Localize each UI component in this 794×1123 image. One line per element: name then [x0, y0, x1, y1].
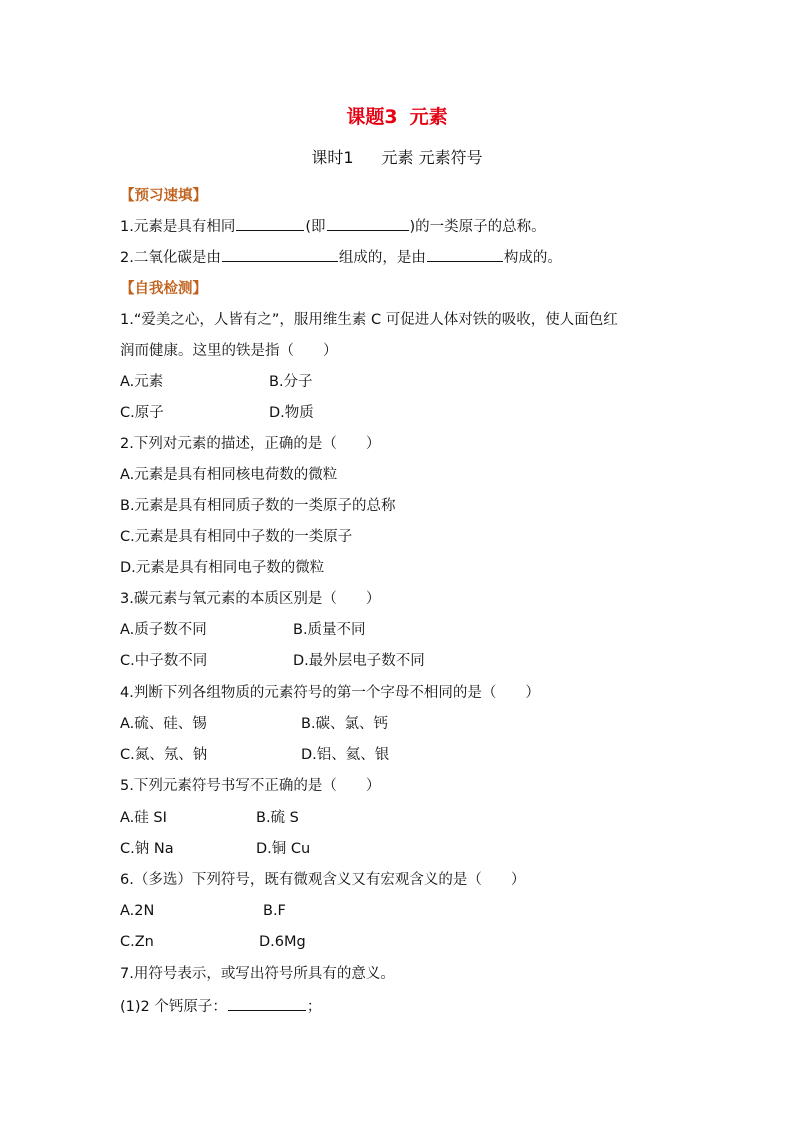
- answer-blank[interactable]: [222, 246, 338, 262]
- page-subtitle: [0, 146, 794, 170]
- subtitle-topic: 元素 元素符号: [381, 148, 483, 167]
- question-5-stem: 5.下列元素符号书写不正确的是（ ）: [120, 778, 381, 794]
- option-d[interactable]: D.铝、氦、银: [301, 747, 390, 763]
- option-b[interactable]: B.分子: [269, 374, 313, 390]
- section-heading-preview: 【预习速填】: [120, 188, 207, 204]
- option-a[interactable]: A.元素是具有相同核电荷数的微粒: [120, 467, 338, 483]
- question-3-options-row2: [120, 650, 425, 672]
- question-6-options-row1: [120, 900, 286, 922]
- option-a[interactable]: A.2N: [120, 903, 155, 919]
- option-c[interactable]: C.钠 Na: [120, 841, 174, 857]
- question-7-sub-1: (1)2 个钙原子： ；: [120, 995, 321, 1018]
- option-d[interactable]: D.物质: [269, 405, 314, 421]
- question-1-stem-line1: 1.“爱美之心，人皆有之”，服用维生素 C 可促进人体对铁的吸收，使人面色红: [120, 312, 618, 328]
- question-4-stem: 4.判断下列各组物质的元素符号的第一个字母不相同的是（ ）: [120, 685, 540, 701]
- question-3-stem: 3.碳元素与氧元素的本质区别是（ ）: [120, 591, 381, 607]
- option-b[interactable]: B.碳、氯、钙: [301, 716, 389, 732]
- option-c[interactable]: C.Zn: [120, 934, 154, 950]
- option-c[interactable]: C.氮、氖、钠: [120, 747, 208, 763]
- option-c[interactable]: C.元素是具有相同中子数的一类原子: [120, 529, 353, 545]
- section-heading-self-check: 【自我检测】: [120, 281, 207, 297]
- question-5-options-row2: [120, 838, 310, 860]
- option-b[interactable]: B.质量不同: [293, 622, 366, 638]
- subtitle-period: 课时1: [311, 148, 354, 167]
- page-title: [0, 104, 794, 130]
- question-4-options-row1: [120, 713, 388, 735]
- question-3-options-row1: [120, 619, 366, 641]
- question-1-stem-line2: 润而健康。这里的铁是指（ ）: [120, 343, 338, 359]
- fill-question-2: 2.二氧化碳是由 组成的，是由 构成的。: [120, 246, 562, 269]
- option-c[interactable]: C.中子数不同: [120, 653, 208, 669]
- answer-blank[interactable]: [236, 215, 304, 231]
- title-lesson-number: 课题3: [346, 106, 398, 128]
- question-1-options-row1: [120, 371, 313, 393]
- question-6-stem: 6.（多选）下列符号，既有微观含义又有宏观含义的是（ ）: [120, 872, 526, 888]
- option-a[interactable]: A.质子数不同: [120, 622, 207, 638]
- option-d[interactable]: D.铜 Cu: [256, 841, 311, 857]
- option-c[interactable]: C.原子: [120, 405, 164, 421]
- option-a[interactable]: A.元素: [120, 374, 164, 390]
- fill-question-1: 1.元素是具有相同 (即 )的一类原子的总称。: [120, 215, 546, 238]
- option-b[interactable]: B.元素是具有相同质子数的一类原子的总称: [120, 498, 396, 514]
- question-2-stem: 2.下列对元素的描述，正确的是（ ）: [120, 436, 381, 452]
- option-a[interactable]: A.硅 SI: [120, 810, 167, 826]
- answer-blank[interactable]: [228, 995, 306, 1011]
- option-b[interactable]: B.F: [263, 903, 286, 919]
- option-d[interactable]: D.6Mg: [259, 934, 306, 950]
- option-a[interactable]: A.硫、硅、锡: [120, 716, 207, 732]
- answer-blank[interactable]: [327, 215, 409, 231]
- option-b[interactable]: B.硫 S: [256, 810, 299, 826]
- question-7-stem: 7.用符号表示，或写出符号所具有的意义。: [120, 966, 395, 982]
- option-d[interactable]: D.元素是具有相同电子数的微粒: [120, 560, 325, 576]
- question-6-options-row2: [120, 931, 306, 953]
- question-1-options-row2: [120, 402, 314, 424]
- question-4-options-row2: [120, 744, 389, 766]
- question-5-options-row1: [120, 807, 299, 829]
- title-topic: 元素: [409, 106, 448, 128]
- answer-blank[interactable]: [427, 246, 503, 262]
- option-d[interactable]: D.最外层电子数不同: [293, 653, 425, 669]
